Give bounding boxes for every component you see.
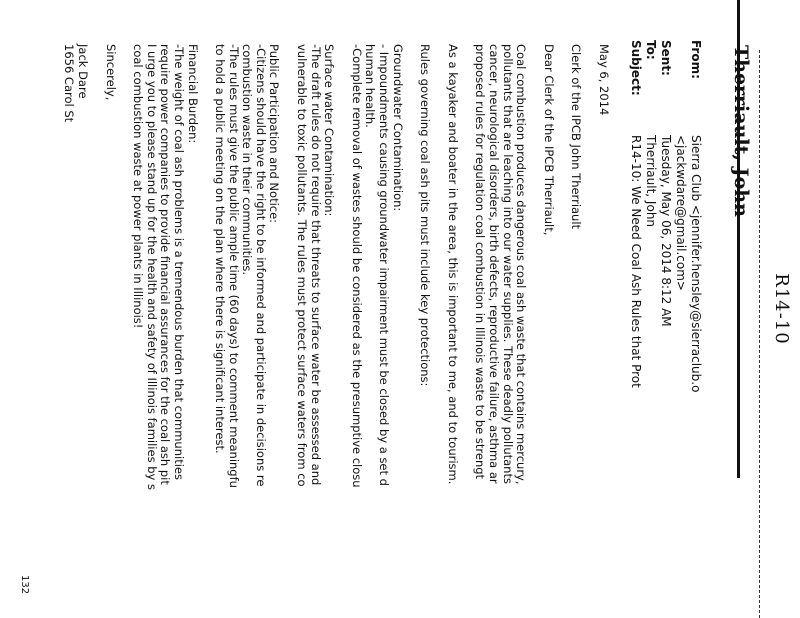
subject-value: R14-10: We Need Coal Ash Rules that Prot <box>629 135 643 388</box>
from-email-value: <jackwdare@gmail.com> <box>674 135 688 291</box>
header-row-from <box>688 40 703 618</box>
public-participation-heading: Public Participation and Notice: <box>267 44 282 224</box>
sent-label: Sent: <box>659 40 673 76</box>
to-label: To: <box>644 40 658 60</box>
urge-line: I urge you to please stand up for the health and safety of Illinois families by s <box>144 44 159 490</box>
kayaker-statement: As a kayaker and boater in the area, this is important to me, and to tourism. <box>445 44 460 485</box>
surface-water-line: vulnerable to toxic pollutants. The rules must protect surface waters from co <box>295 44 310 487</box>
public-participation-line: -The rules must give the public ample time (60 days) to comment meaningfu <box>226 44 241 488</box>
signature-name: Jack Dare <box>75 44 90 99</box>
financial-line: -The weight of coal ash problems is a tremendous burden that communities <box>171 44 186 480</box>
intro-line: pollutants that are leaching into our water supplies. These deadly pollutants <box>500 44 515 484</box>
signature-address: 1656 Carol St <box>62 44 77 123</box>
to-value: Therriault, John <box>644 135 658 228</box>
closing: Sincerely, <box>103 44 118 101</box>
subject-label: Subject: <box>629 40 643 96</box>
intro-line: cancer, neurological disorders, birth defects, reproductive failure, asthma ar <box>487 44 502 484</box>
email-header <box>628 40 703 618</box>
intro-line: proposed rules for regulation coal combustion in Illinois waste to be strengt <box>473 44 488 480</box>
public-participation-line: -Citizens should have the right to be informed and participate in decisions re <box>253 44 268 487</box>
groundwater-heading: Groundwater Contamination: <box>390 44 405 212</box>
recipient-line: Clerk of the IPCB John Therriault <box>569 44 584 230</box>
salutation: Dear Clerk of the IPCB Therriault, <box>541 44 556 236</box>
document-id: R14-10 <box>771 273 792 345</box>
header-divider-solid <box>737 0 740 478</box>
sent-value: Tuesday, May 06, 2014 8:12 AM <box>659 135 673 327</box>
letter-body <box>62 44 610 618</box>
from-value: Sierra Club <jennifer.hensley@sierraclub.o <box>689 135 703 393</box>
page-number: 132 <box>19 575 30 595</box>
sender-name: Therriault, John <box>730 45 752 217</box>
header-row-sent <box>658 40 673 618</box>
groundwater-line: -Complete removal of wastes should be considered as the presumptive closu <box>349 44 364 488</box>
urge-line: coal combustion waste at power plants in Illinois! <box>131 44 146 329</box>
groundwater-line: human health. <box>363 44 378 128</box>
from-label: From: <box>689 40 703 79</box>
intro-line: Coal combustion produces dangerous coal ash waste that contains mercury, <box>514 44 529 485</box>
header-row-subject <box>628 40 643 618</box>
financial-heading: Financial Burden: <box>185 44 200 144</box>
financial-line: require power companies to provide financial assurances for the coal ash pit <box>158 44 173 485</box>
surface-water-line: -The draft rules do not require that threats to surface water be assessed and <box>308 44 323 486</box>
surface-water-heading: Surface water Contamination: <box>322 44 337 217</box>
header-row-to <box>643 40 658 618</box>
from-email-label <box>673 40 688 135</box>
header-divider-dashed <box>759 50 760 618</box>
rules-statement: Rules governing coal ash pits must include key protections: <box>418 44 433 387</box>
groundwater-line: - Impoundments causing groundwater impairment must be closed by a set d <box>377 44 392 486</box>
header-row-from-email <box>673 40 688 618</box>
public-participation-line: to hold a public meeting on the plan where there is significant interest. <box>213 44 228 454</box>
letter-date: May 6, 2014 <box>597 44 611 116</box>
public-participation-line: combustion waste in their communities. <box>240 44 255 276</box>
